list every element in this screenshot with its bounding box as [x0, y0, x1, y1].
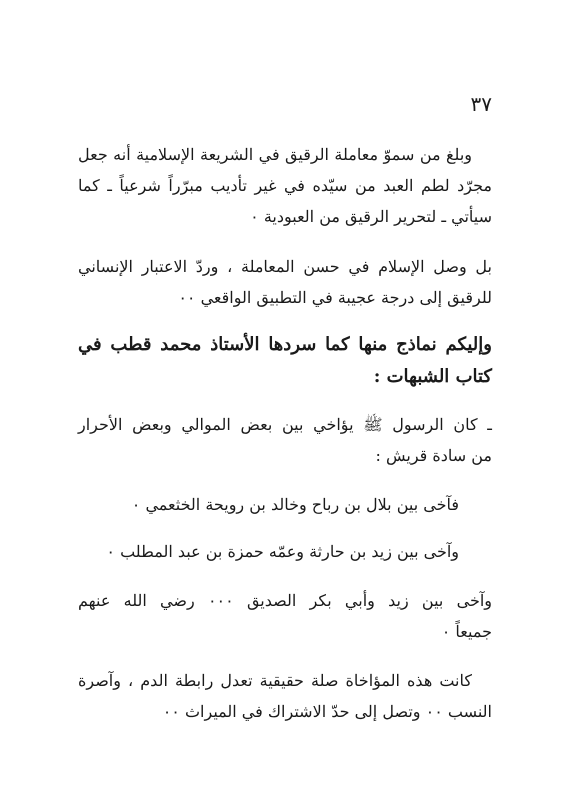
- paragraph-1-line-2: مجرّد لطم العبد من سيّده في غير تأديب مبرّراً شرعياً ـ كما: [78, 176, 492, 195]
- paragraph-6-line-2: جميعاً ٠: [441, 622, 492, 641]
- paragraph-1-line-3: سيأتي ـ لتحرير الرقيق من العبودية ٠: [250, 207, 492, 226]
- paragraph-2-line-2: للرقيق إلى درجة عجيبة في التطبيق الواقعي ٠٠: [178, 288, 492, 307]
- paragraph-3-line-1: ـ كان الرسول ﷺ يؤاخي بين بعض الموالي وبعض الأحرار: [78, 415, 492, 434]
- paragraph-7-line-1: كانت هذه المؤاخاة صلة حقيقية تعدل رابطة الدم ، وآصرة: [78, 671, 472, 690]
- paragraph-7-line-2: النسب ٠٠ وتصل إلى حدّ الاشتراك في الميراث ٠٠: [162, 702, 492, 721]
- page-number: ٣٧: [470, 92, 492, 116]
- paragraph-4: فآخى بين بلال بن رباح وخالد بن رويحة الخثعمي ٠: [131, 495, 459, 514]
- paragraph-5: وآخى بين زيد بن حارثة وعمّه حمزة بن عبد المطلب ٠: [106, 542, 459, 561]
- heading-line-2: كتاب الشبهات :: [373, 366, 492, 387]
- paragraph-1-line-1: وبلغ من سموّ معاملة الرقيق في الشريعة الإسلامية أنه جعل: [78, 145, 472, 164]
- paragraph-6-line-1: وآخى بين زيد وأبي بكر الصديق ٠٠٠ رضي الله عنهم: [78, 591, 493, 610]
- paragraph-3-line-2: من سادة قريش :: [375, 446, 492, 465]
- heading-line-1: وإليكم نماذج منها كما سردها الأستاذ محمد قطب في: [78, 334, 492, 355]
- paragraph-2-line-1: بل وصل الإسلام في حسن المعاملة ، وردّ الاعتبار الإنساني: [78, 257, 492, 276]
